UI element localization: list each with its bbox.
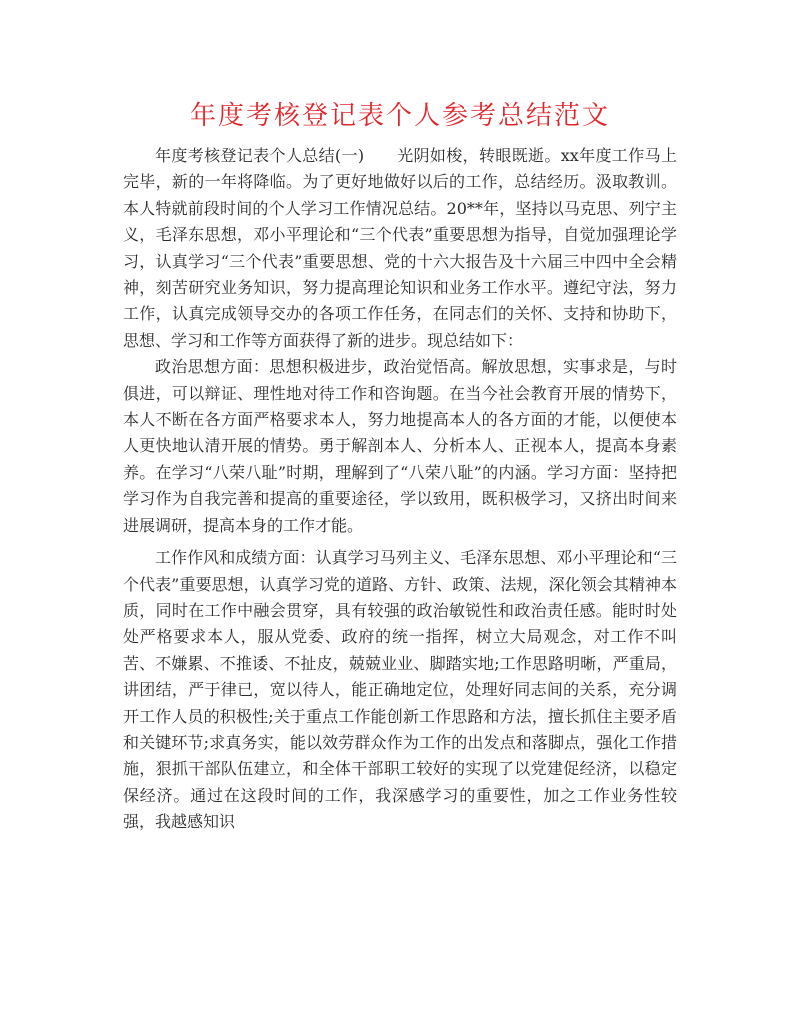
paragraph-work-style-text: 工作作风和成绩方面：认真学习马列主义、毛泽东思想、邓小平理论和“三个代表”重要思想，认真学习党的道路、方针、政策、法规，深化领会其精神本质，同时在工作中融会贯穿，具有较强的政治敏锐性和政治责任感。能时时处处严格要求本人，服从党委、政府的统一指挥，树立大局观念，对工作不叫苦、不嫌累、不推诿、不扯皮，兢兢业业、脚踏实地;工作思路明晰，严重局，讲团结，严于律已，宽以待人，能正确地定位，处理好同志间的关系，充分调开工作人员的积极性;关于重点工作能创新工作思路和方法，擅长抓住主要矛盾和关键环节;求真务实，能以效劳群众作为工作的出发点和落脚点，强化工作措施，狠抓干部队伍建立，和全体干部职工较好的实现了以党建促经济，以稳定保经济。通过在这段时间的工作，我深感学习的重要性，加之工作业务性较强，我越感知识 (123, 548, 677, 832)
paragraph-politics-text: 政治思想方面：思想积极进步，政治觉悟高。解放思想，实事求是，与时俱进，可以辩证、理性地对待工作和咨询题。在当今社会教育开展的情势下，本人不断在各方面严格要求本人，努力地提高本人的各方面的才能，以便使本人更快地认清开展的情势。勇于解剖本人、分析本人、正视本人，提高本身素养。在学习“八荣八耻”时期，理解到了“八荣八耻”的内涵。学习方面：坚持把学习作为自我完善和提高的重要途径，学以致用，既积极学习，又挤出时间来进展调研，提高本身的工作才能。 (123, 357, 677, 535)
paragraph-intro-spacer (364, 146, 397, 165)
document-title: 年度考核登记表个人参考总结范文 (189, 101, 610, 131)
paragraph-work-style (123, 545, 677, 835)
paragraph-intro-lead: 年度考核登记表个人总结(一) (155, 146, 365, 165)
paragraph-politics (123, 354, 677, 539)
document-body (123, 143, 677, 836)
paragraph-intro-text: 光阴如梭，转眼既逝。xx年度工作马上完毕，新的一年将降临。为了更好地做好以后的工作，总结经历。汲取教训。本人特就前段时间的个人学习工作情况总结。20**年，坚持以马克思、列宁主义，毛泽东思想，邓小平理论和“三个代表”重要思想为指导，自觉加强理论学习，认真学习“三个代表”重要思想、党的十六大报告及十六届三中四中全会精神，刻苦研究业务知识，努力提高理论知识和业务工作水平。遵纪守法，努力工作，认真完成领导交办的各项工作任务，在同志们的关怀、支持和协助下，思想、学习和工作等方面获得了新的进步。现总结如下： (123, 146, 677, 350)
paragraph-intro (123, 143, 677, 354)
